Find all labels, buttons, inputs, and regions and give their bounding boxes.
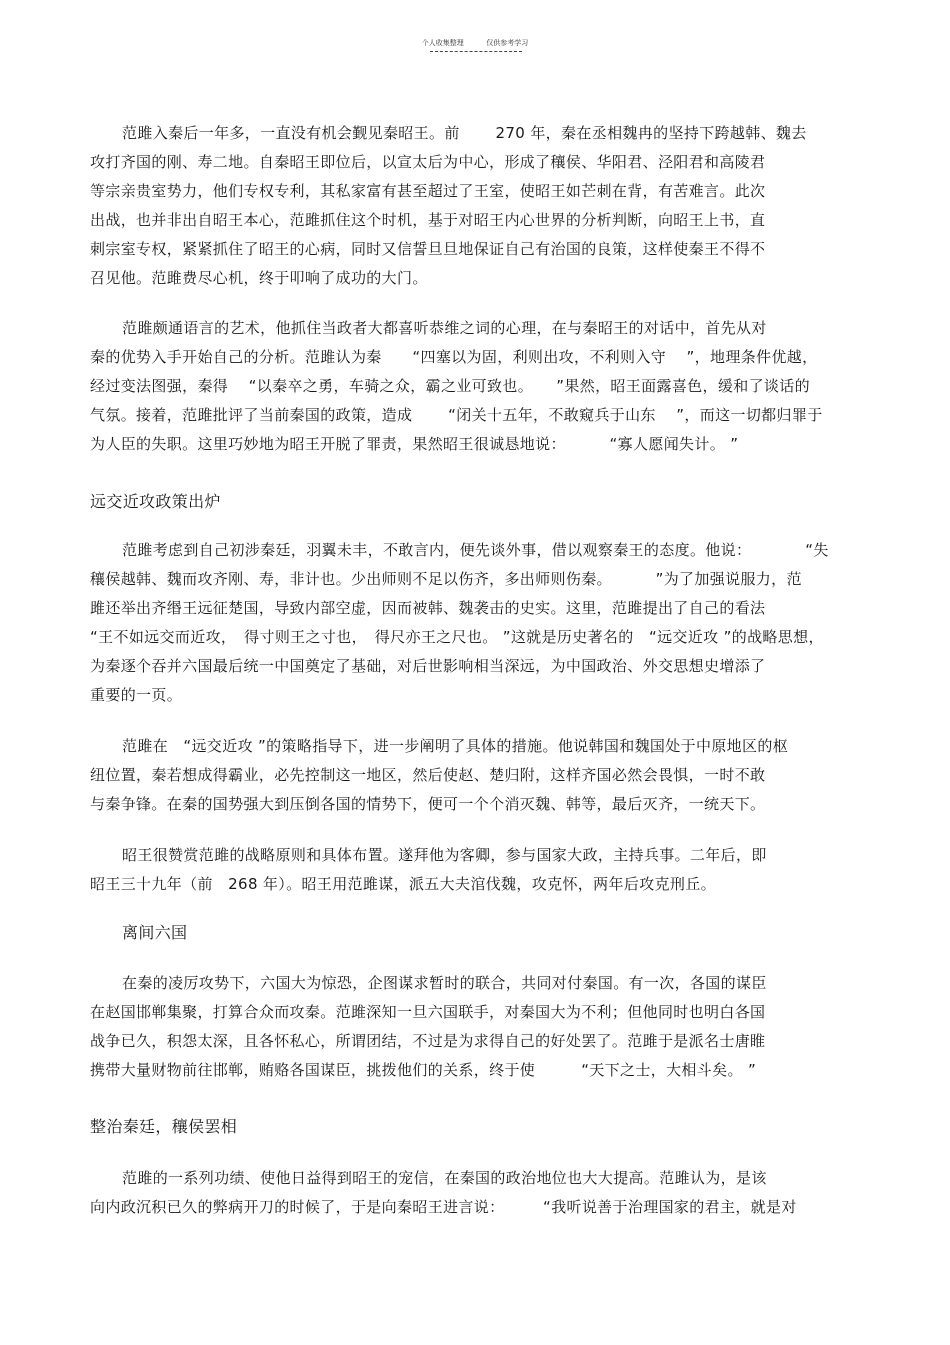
paragraph-line: 雎还举出齐缗王远征楚国，导致内部空虚，因而被韩、魏袭击的史实。这里，范雎提出了自己的看法 xyxy=(90,599,766,617)
paragraph-line: 经过变法图强，秦得 “以秦卒之勇，车骑之众，霸之业可致也。 ”果然，昭王面露喜色，缓和了谈话的 xyxy=(90,377,810,395)
page-header xyxy=(0,38,950,48)
paragraph-line: 刺宗室专权，紧紧抓住了昭王的心病，同时又信誓旦旦地保证自己有治国的良策，这样使秦王不得不 xyxy=(90,240,766,258)
paragraph-line: 召见他。范雎费尽心机，终于叩响了成功的大门。 xyxy=(90,269,428,287)
header-divider xyxy=(430,51,522,52)
paragraph-line: 气氛。接着，范雎批评了当前秦国的政策，造成 “闭关十五年，不敢窥兵于山东 ”，而这一切都归罪于 xyxy=(90,406,823,424)
paragraph-line: 携带大量财物前往邯郸，贿赂各国谋臣，挑拨他们的关系，终于使 “天下之士，大相斗矣。 ” xyxy=(90,1061,757,1079)
paragraph-line: 在赵国邯郸集聚，打算合众而攻秦。范雎深知一旦六国联手，对秦国大为不利；但他同时也明白各国 xyxy=(90,1003,766,1021)
paragraph-line: 战争已久，积怨太深，且各怀私心，所谓团结，不过是为求得自己的好处罢了。范雎于是派名士唐睢 xyxy=(90,1032,766,1050)
header-left-text: 个人收集整理 xyxy=(421,39,464,47)
paragraph-line: 与秦争锋。在秦的国势强大到压倒各国的情势下，便可一个个消灭魏、韩等，最后灭齐，一统天下。 xyxy=(90,795,766,813)
section-heading: 离间六国 xyxy=(122,923,188,942)
header-right-text: 仅供参考学习 xyxy=(486,39,529,47)
paragraph-line: 秦的优势入手开始自己的分析。范雎认为秦 “四塞以为固，利则出攻，不利则入守 ”，地理条件优越， xyxy=(90,348,818,366)
paragraph-line: 范雎考虑到自己初涉秦廷，羽翼未丰，不敢言内，便先谈外事，借以观察秦王的态度。他说： “失 xyxy=(122,541,829,559)
paragraph-line: 出战，也并非出自昭王本心，范雎抓住这个时机，基于对昭王内心世界的分析判断，向昭王上书，直 xyxy=(90,211,766,229)
paragraph-line: 范雎在 “远交近攻 ”的策略指导下，进一步阐明了具体的措施。他说韩国和魏国处于中原地区的枢 xyxy=(122,737,789,755)
paragraph-line: 攻打齐国的刚、寿二地。自秦昭王即位后，以宣太后为中心，形成了穰侯、华阳君、泾阳君和高陵君 xyxy=(90,153,766,171)
paragraph-line: 重要的一页。 xyxy=(90,686,183,704)
paragraph-line: 向内政沉积已久的弊病开刀的时候了，于是向秦昭王进言说： “我听说善于治理国家的君主，就是对 xyxy=(90,1198,797,1216)
paragraph-line: 范雎入秦后一年多，一直没有机会觐见秦昭王。前 270 年，秦在丞相魏冉的坚持下跨越韩、魏去 xyxy=(122,124,807,142)
paragraph-line: 等宗亲贵室势力，他们专权专利，其私家富有甚至超过了王室，使昭王如芒刺在背，有苦难言。此次 xyxy=(90,182,766,200)
paragraph-line: 昭王三十九年（前 268 年）。昭王用范雎谋，派五大夫涫伐魏，攻克怀，两年后攻克刑丘。 xyxy=(90,875,716,893)
paragraph-line: 范雎颇通语言的艺术，他抓住当政者大都喜听恭维之词的心理，在与秦昭王的对话中，首先从对 xyxy=(122,319,767,337)
paragraph-line: 范雎的一系列功绩、使他日益得到昭王的宠信，在秦国的政治地位也大大提高。范雎认为，是该 xyxy=(122,1169,767,1187)
section-heading: 远交近攻政策出炉 xyxy=(90,492,221,511)
paragraph-line: 为人臣的失职。这里巧妙地为昭王开脱了罪责，果然昭王很诚恳地说： “寡人愿闻失计。 ” xyxy=(90,435,739,453)
paragraph-line: 昭王很赞赏范雎的战略原则和具体布置。遂拜他为客卿，参与国家大政，主持兵事。二年后，即 xyxy=(122,846,767,864)
paragraph-line: 纽位置，秦若想成得霸业，必先控制这一地区，然后使赵、楚归附，这样齐国必然会畏惧，一时不敢 xyxy=(90,766,766,784)
paragraph-line: 在秦的凌厉攻势下，六国大为惊恐，企图谋求暂时的联合，共同对付秦国。有一次，各国的谋臣 xyxy=(122,974,767,992)
section-heading: 整治秦廷，穰侯罢相 xyxy=(90,1117,238,1136)
paragraph-line: 为秦逐个吞并六国最后统一中国奠定了基础，对后世影响相当深远，为中国政治、外交思想史增添了 xyxy=(90,657,766,675)
paragraph-line: “王不如远交而近攻， 得寸则王之寸也， 得尺亦王之尺也。 ”这就是历史著名的 “远交近攻 ”的战略思想， xyxy=(90,628,824,646)
paragraph-line: 穰侯越韩、魏而攻齐刚、寿，非计也。少出师则不足以伤齐，多出师则伤秦。 ”为了加强说服力，范 xyxy=(90,570,802,588)
